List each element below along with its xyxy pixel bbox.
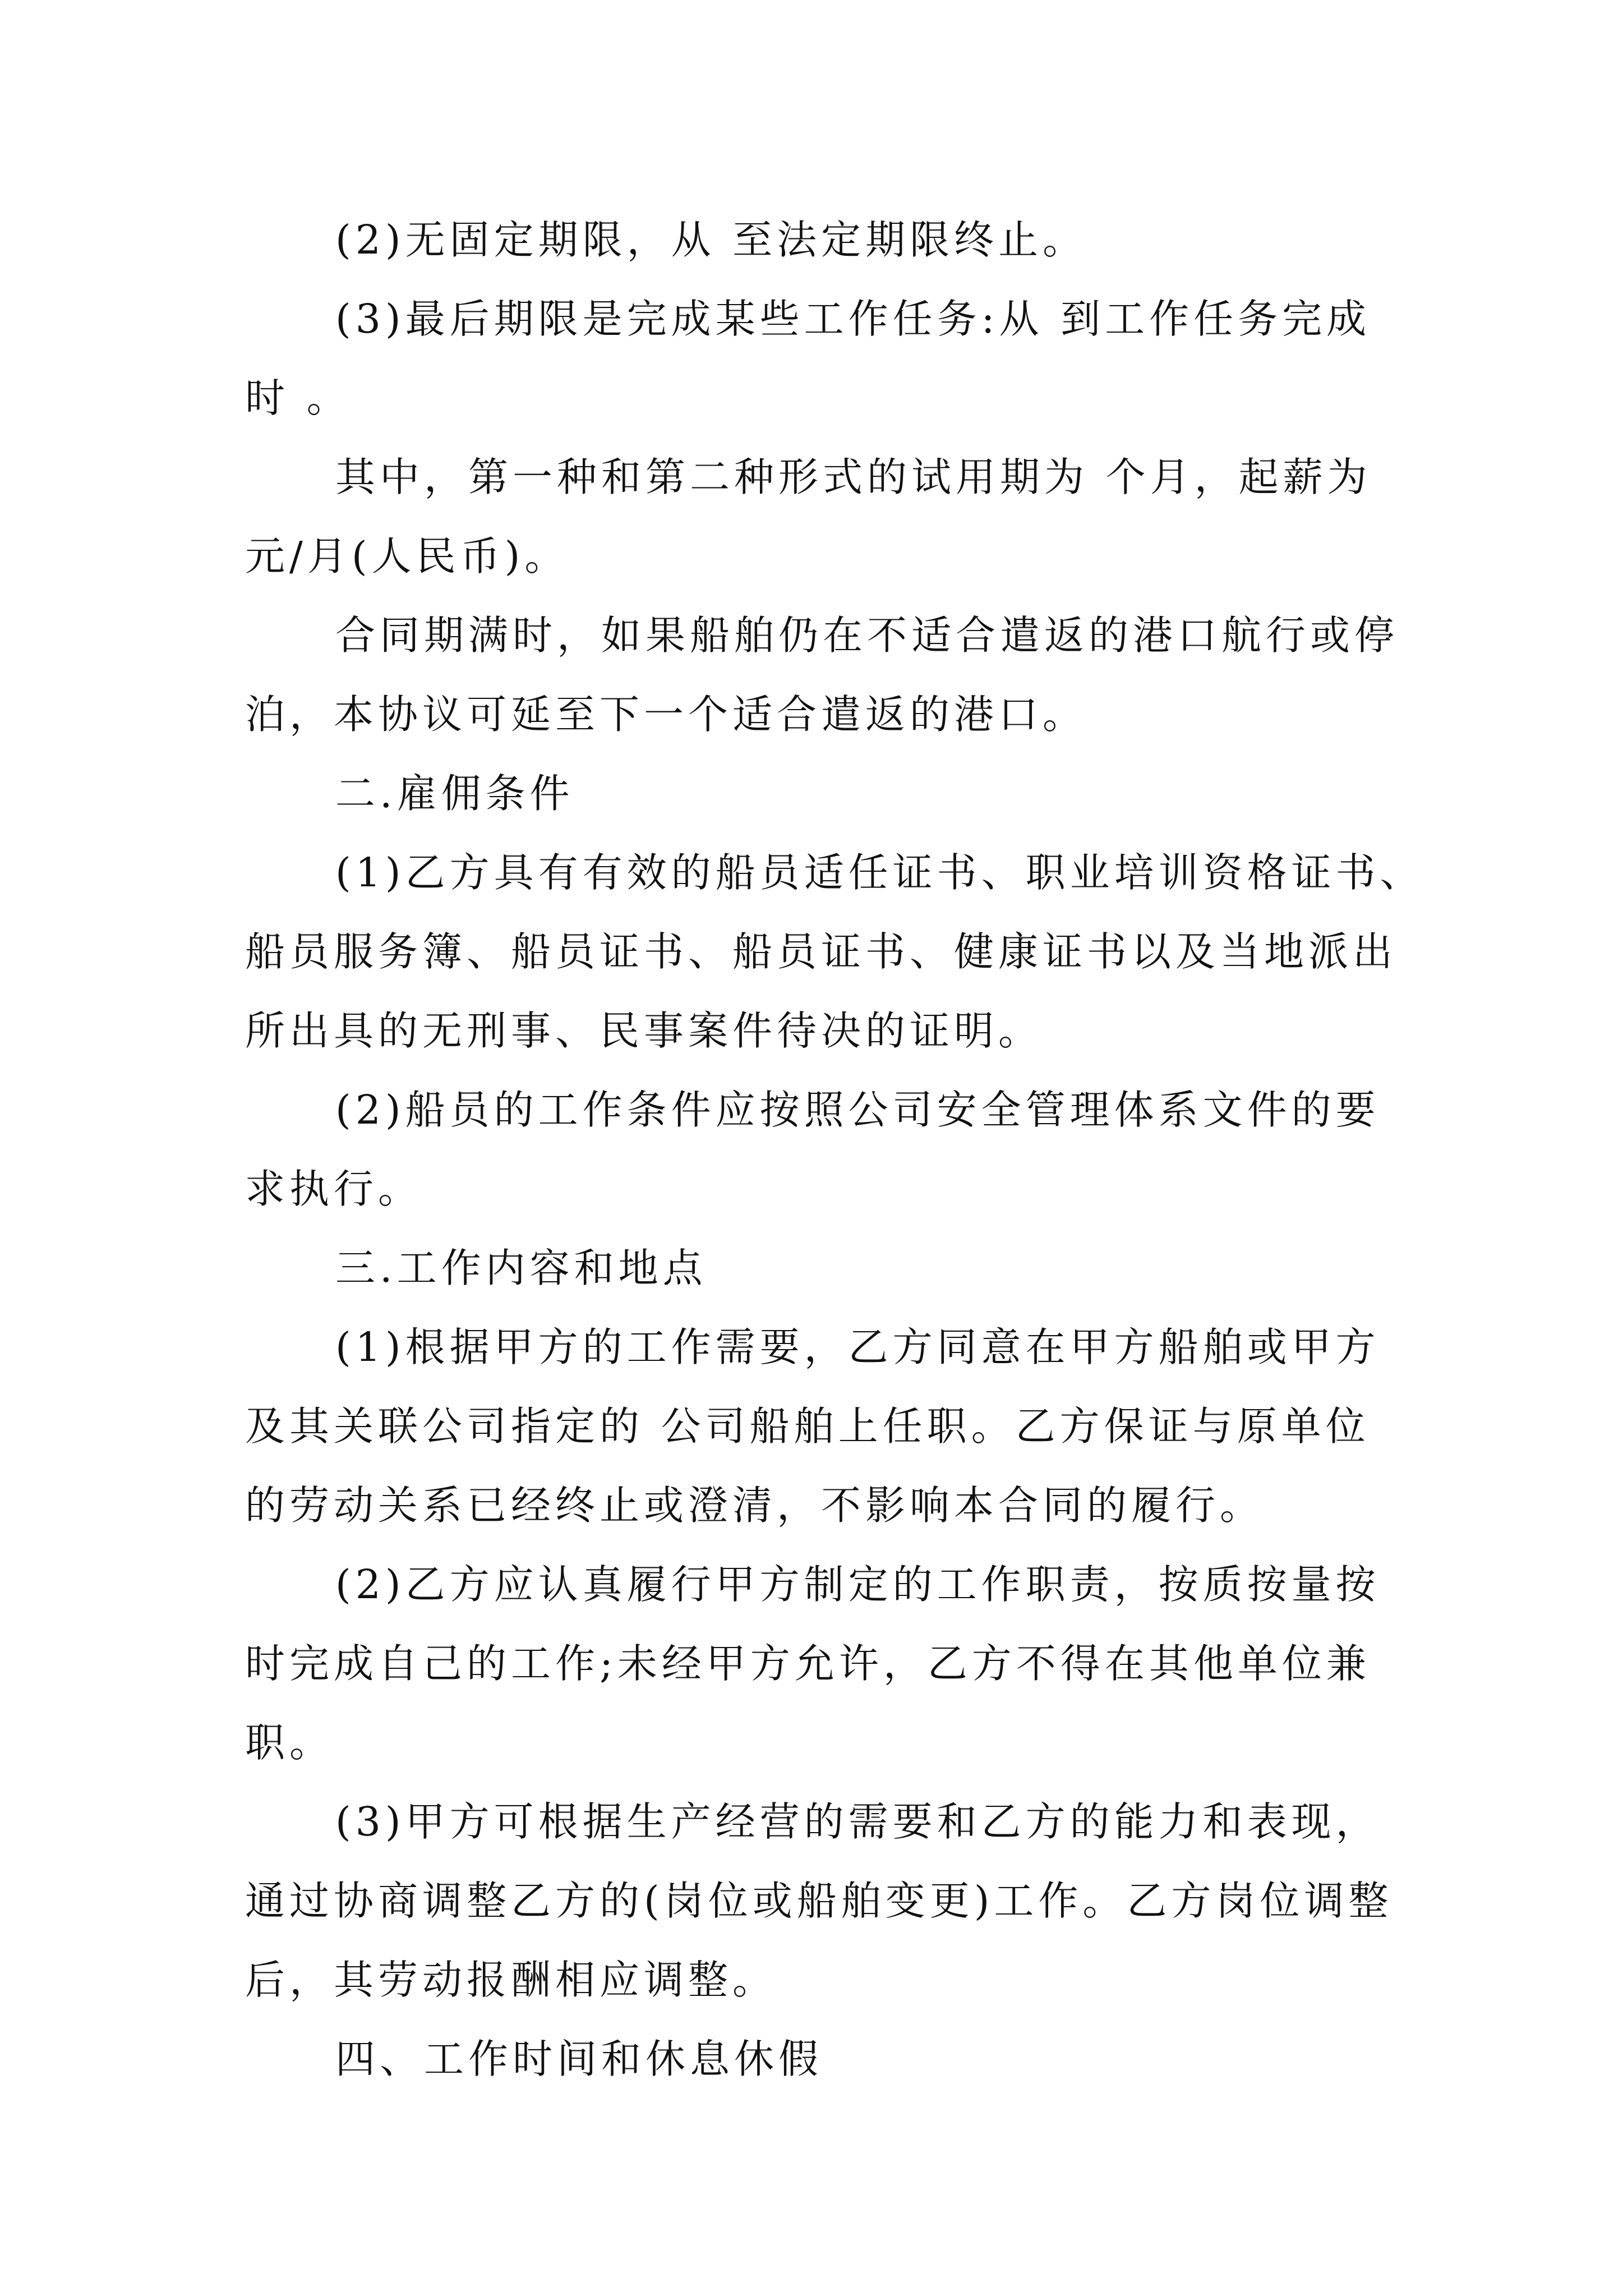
section-heading: 三.工作内容和地点 [335, 1245, 707, 1291]
text-line: 通过协商调整乙方的(岗位或船舶变更)工作。乙方岗位调整 [245, 1878, 1393, 1924]
text-line: (3)甲方可根据生产经营的需要和乙方的能力和表现， [335, 1798, 1380, 1845]
text-line: 合同期满时，如果船舶仍在不适合遣返的港口航行或停 [335, 612, 1399, 659]
text-line: 元/月(人民币)。 [245, 533, 569, 579]
text-line: 泊，本协议可延至下一个适合遣返的港口。 [245, 691, 1087, 738]
text-line: (2)乙方应认真履行甲方制定的工作职责，按质按量按 [335, 1561, 1380, 1608]
text-line: 求执行。 [245, 1166, 423, 1212]
text-line: (1)根据甲方的工作需要，乙方同意在甲方船舶或甲方 [335, 1324, 1380, 1370]
text-line: 时完成自己的工作;未经甲方允许，乙方不得在其他单位兼 [245, 1640, 1371, 1687]
section-heading: 二.雇佣条件 [335, 770, 574, 817]
section-heading: 四、工作时间和休息休假 [335, 2036, 823, 2082]
text-line: (1)乙方具有有效的船员适任证书、职业培训资格证书、 [335, 849, 1424, 896]
text-line: 船员服务簿、船员证书、船员证书、健康证书以及当地派出 [245, 928, 1398, 975]
text-line: (3)最后期限是完成某些工作任务:从 到工作任务完成 [335, 296, 1371, 342]
text-line: 其中，第一种和第二种形式的试用期为 个月，起薪为 [335, 454, 1372, 500]
text-line: 的劳动关系已经终止或澄清，不影响本合同的履行。 [245, 1482, 1265, 1529]
text-line: 所出具的无刑事、民事案件待决的证明。 [245, 1007, 1043, 1054]
text-line: 后，其劳动报酬相应调整。 [245, 1957, 777, 2003]
text-line: (2)无固定期限，从 至法定期限终止。 [335, 217, 1087, 263]
text-line: 及其关联公司指定的 公司船舶上任职。乙方保证与原单位 [245, 1403, 1370, 1450]
text-line: 时 。 [245, 375, 351, 421]
text-line: (2)船员的工作条件应按照公司安全管理体系文件的要 [335, 1087, 1380, 1133]
text-line: 职。 [245, 1719, 334, 1766]
